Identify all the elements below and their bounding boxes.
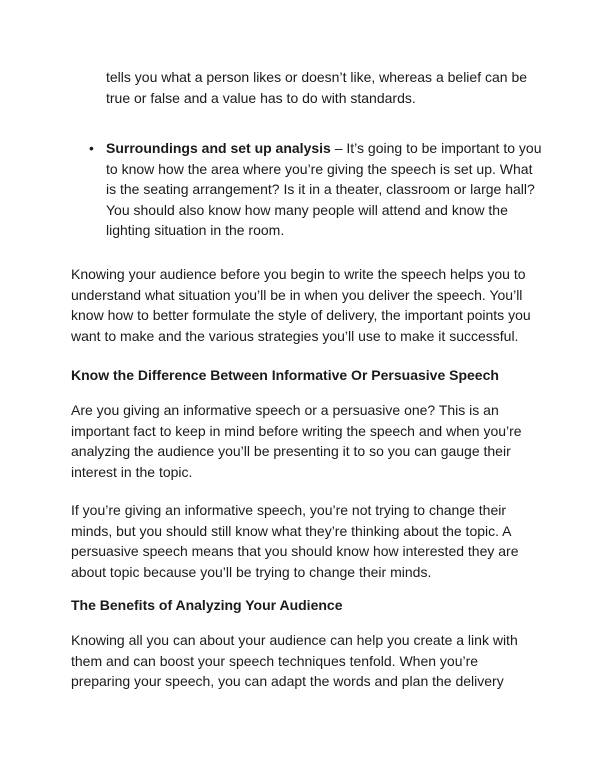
continued-bullet-text: tells you what a person likes or doesn’t like, whereas a belief can be true or false and a value has to do with standards. xyxy=(106,69,528,106)
bullet-body xyxy=(106,138,546,241)
bullet-title: Surroundings and set up analysis xyxy=(106,140,331,156)
heading-benefits: The Benefits of Analyzing Your Audience xyxy=(71,597,343,613)
paragraph-informative-speech: If you’re giving an informative speech, you’re not trying to change their minds, but you should still know what they’re thinking about the topic. A persuasive speech means that you should know how interested they are about topic because you’ll be trying to change their minds. xyxy=(71,502,519,580)
paragraph-knowing-audience: Knowing your audience before you begin to write the speech helps you to understand what situation you’ll be in when you deliver the speech. You’ll know how to better formulate the style of delivery, the important points you want to make and the various strategies you’ll use to make it successful. xyxy=(71,266,531,344)
heading-informative-persuasive: Know the Difference Between Informative Or Persuasive Speech xyxy=(71,367,499,383)
paragraph-informative-or-persuasive: Are you giving an informative speech or a persuasive one? This is an important fact to keep in mind before writing the speech and when you’re analyzing the audience you’ll be presenting it to so you can gauge their interest in the topic. xyxy=(71,402,522,480)
paragraph-benefits: Knowing all you can about your audience can help you create a link with them and can boost your speech techniques tenfold. When you’re preparing your speech, you can adapt the words and plan the delivery xyxy=(71,632,518,690)
bullet-marker: • xyxy=(89,140,94,156)
bullet-text: – It’s going to be important to you to know how the area where you’re giving the speech is set up. What is the seating arrangement? Is it in a theater, classroom or large hall? You should also know how many people will attend and know the lighting situation in the room. xyxy=(106,140,542,239)
